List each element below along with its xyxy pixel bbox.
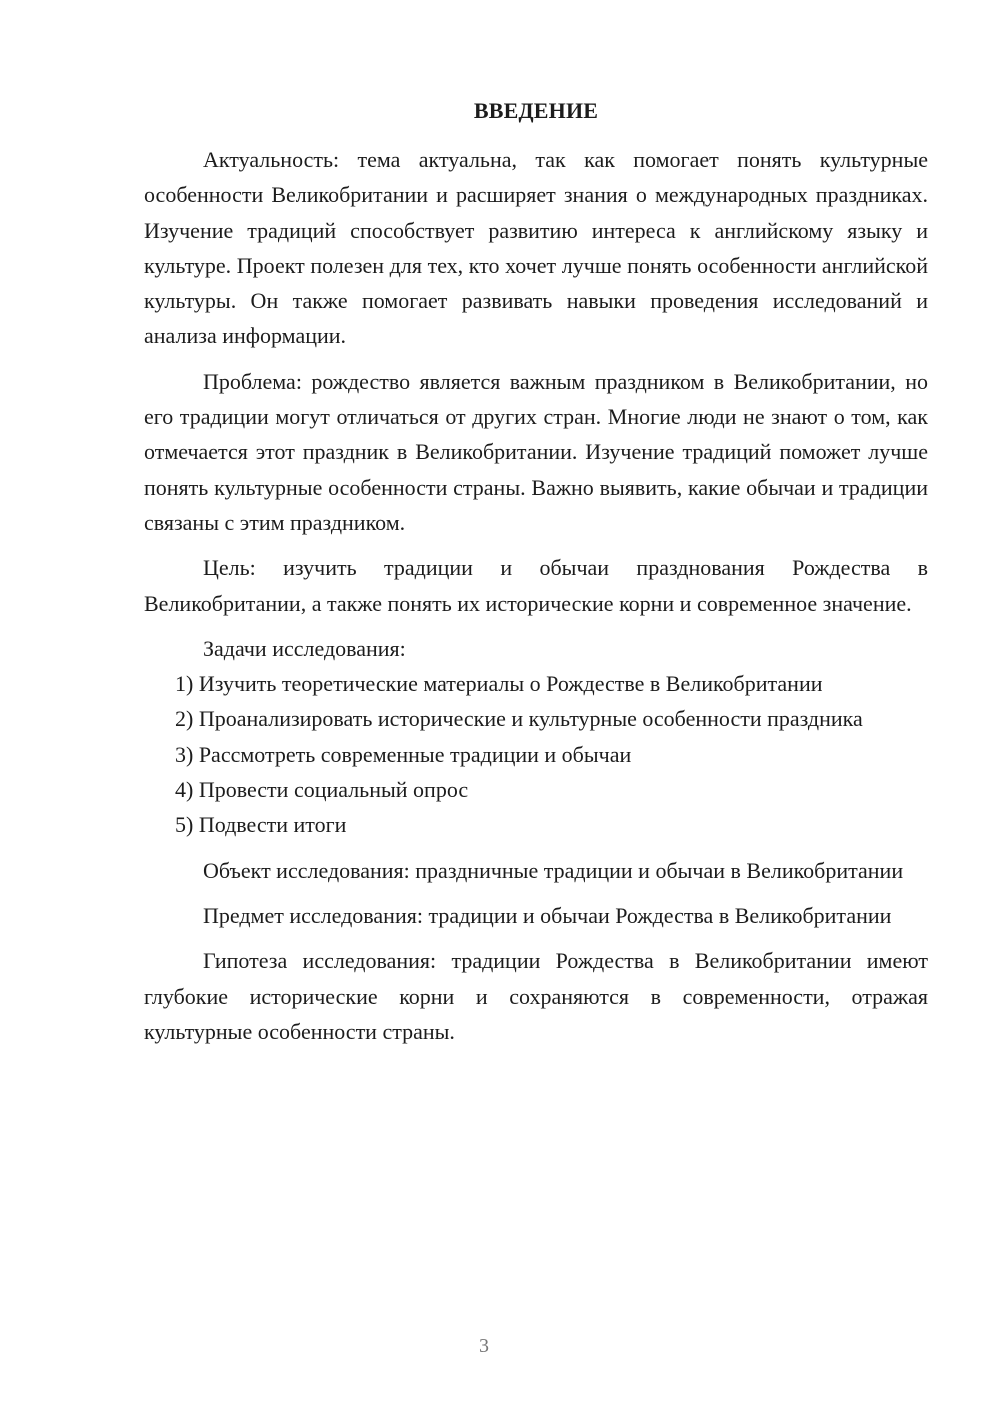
task-item-3: 3) Рассмотреть современные традиции и обычаи: [175, 741, 632, 767]
paragraph-goal: Цель: изучить традиции и обычаи празднования Рождества в Великобритании, а также понять их исторические корни и современное значение.: [144, 555, 928, 616]
document-page: [144, 0, 928, 1414]
page-title: ВВЕДЕНИЕ: [473, 98, 599, 123]
task-item-4: 4) Провести социальный опрос: [175, 777, 469, 803]
document-body: [144, 142, 928, 1049]
tasks-heading: Задачи исследования:: [203, 635, 406, 661]
task-item-1: 1) Изучить теоретические материалы о Рождестве в Великобритании: [175, 671, 823, 697]
paragraph-relevance: Актуальность: тема актуальна, так как помогает понять культурные особенности Великобритании и расширяет знания о международных праздниках. Изучение традиций способствует развитию интереса к английскому языку и культуре. Проект полезен для тех, кто хочет лучше понять особенности английской культуры. Он также помогает развивать навыки проведения исследований и анализа информации.: [144, 147, 928, 349]
paragraph-hypothesis: Гипотеза исследования: традиции Рождества в Великобритании имеют глубокие исторические корни и сохраняются в современности, отражая культурные особенности страны.: [144, 948, 928, 1044]
paragraph-object: Объект исследования: праздничные традиции и обычаи в Великобритании: [203, 857, 904, 883]
page-number-text: 3: [479, 1335, 489, 1357]
page-number: [144, 1333, 928, 1359]
paragraph-problem: Проблема: рождество является важным праздником в Великобритании, но его традиции могут отличаться от других стран. Многие люди не знают о том, как отмечается этот праздник в Великобритании. Изучение традиций поможет лучше понять культурные особенности страны. Важно выявить, какие обычаи и традиции связаны с этим праздником.: [144, 368, 928, 535]
paragraph-subject: Предмет исследования: традиции и обычаи Рождества в Великобритании: [203, 902, 892, 928]
task-item-2: 2) Проанализировать исторические и культурные особенности праздника: [175, 706, 863, 732]
task-item-5: 5) Подвести итоги: [175, 812, 347, 838]
